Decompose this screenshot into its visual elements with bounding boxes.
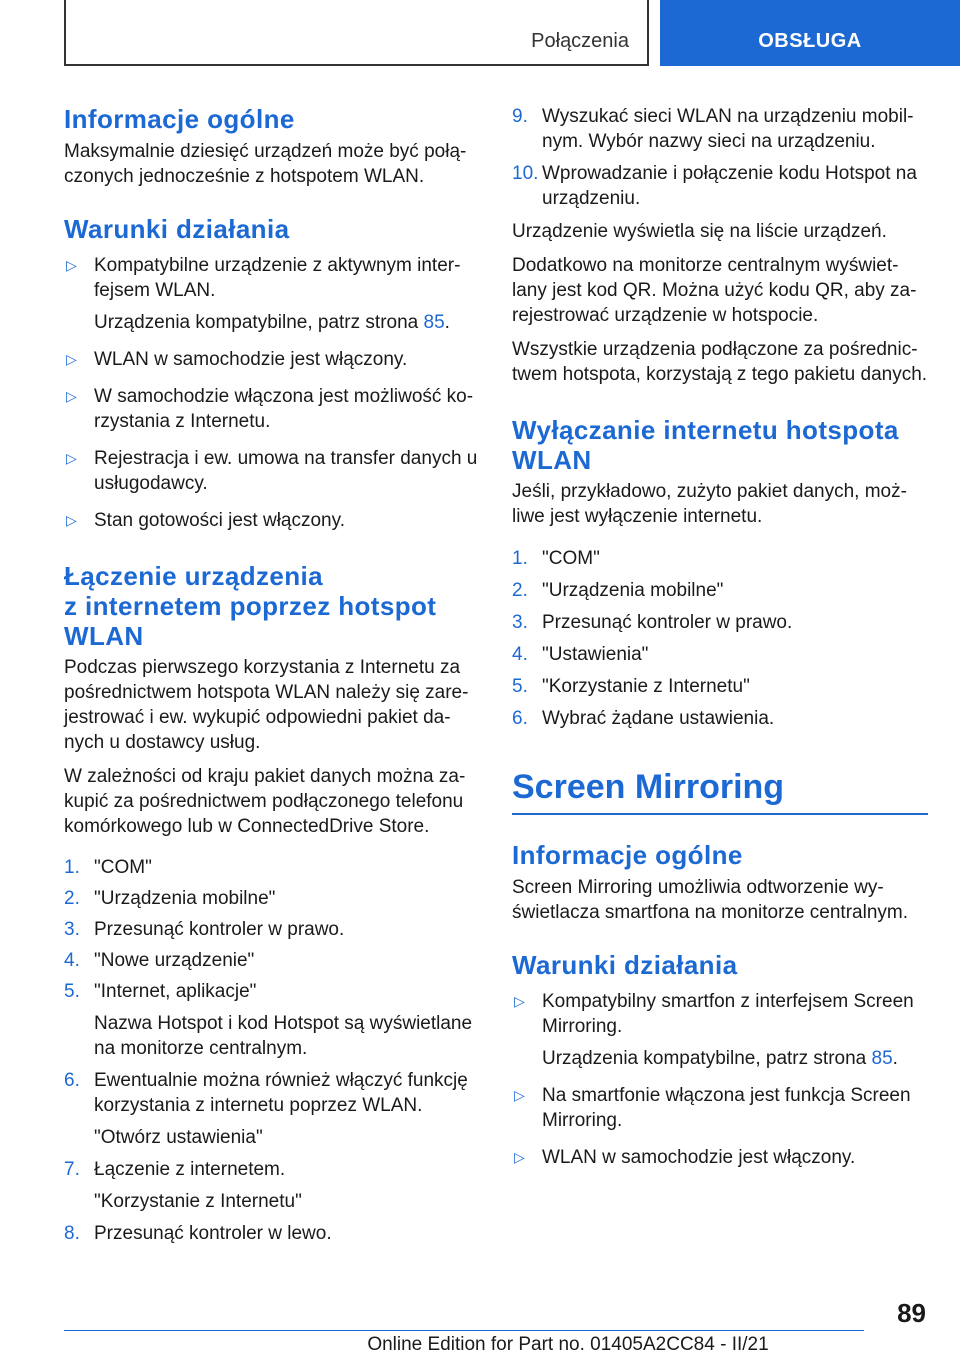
- list-item: ▷ W samochodzie włączona jest możliwość ko- rzystania z Internetu.: [66, 386, 474, 432]
- step-item: 9. Wyszukać sieci WLAN na urządzeniu mobil- nym. Wybór nazwy sieci na urządzeniu.: [512, 106, 914, 152]
- triangle-bullet-icon: ▷: [66, 351, 77, 367]
- step-item: 6. Wybrać żądane ustawienia.: [512, 708, 775, 729]
- list-item-note: Urządzenia kompatybilne, patrz strona 85.: [94, 312, 450, 333]
- triangle-bullet-icon: ▷: [66, 512, 77, 528]
- list-item: ▷ Stan gotowości jest włączony.: [66, 510, 345, 531]
- triangle-bullet-icon: ▷: [66, 450, 77, 466]
- triangle-bullet-icon: ▷: [514, 1149, 525, 1165]
- step-note: Nazwa Hotspot i kod Hotspot są wyświetlane na monitorze centralnym.: [94, 1013, 473, 1059]
- device-list-text: Urządzenie wyświetla się na liście urządzeń.: [512, 221, 887, 242]
- list-item: ▷ Kompatybilny smartfon z interfejsem Screen Mirroring.: [514, 991, 914, 1037]
- step-item: 8. Przesunąć kontroler w lewo.: [64, 1223, 332, 1244]
- step-item: 1. "COM": [512, 548, 600, 569]
- heading-mirroring-conditions: Warunki działania: [512, 950, 738, 980]
- page-link-85[interactable]: 85: [423, 312, 445, 333]
- step-note: "Korzystanie z Internetu": [94, 1191, 302, 1212]
- data-package-text: Wszystkie urządzenia podłączone za pośrednic- twem hotspota, korzystają z tego pakietu danych.: [512, 339, 928, 385]
- triangle-bullet-icon: ▷: [514, 993, 525, 1009]
- right-column: [512, 104, 928, 1170]
- step-item: 4. "Nowe urządzenie": [64, 950, 255, 971]
- heading-general-info: Informacje ogólne: [64, 104, 295, 134]
- list-item: ▷ WLAN w samochodzie jest włączony.: [66, 349, 408, 370]
- connect-hotspot-text-2: W zależności od kraju pakiet danych można za- kupić za pośrednictwem podłączonego telefonu komórkowego lub w ConnectedDrive Store.: [64, 766, 466, 837]
- step-item: 3. Przesunąć kontroler w prawo.: [512, 612, 793, 633]
- list-item-note: Urządzenia kompatybilne, patrz strona 85.: [542, 1048, 898, 1069]
- heading-mirroring-info: Informacje ogólne: [512, 840, 743, 870]
- page-number: 89: [897, 1298, 926, 1328]
- step-item: 3. Przesunąć kontroler w prawo.: [64, 919, 345, 940]
- heading-connect-hotspot: Łączenie urządzenia z internetem poprzez hotspot WLAN: [64, 561, 437, 651]
- mirroring-info-text: Screen Mirroring umożliwia odtworzenie wy- świetlacza smartfona na monitorze centralnym.: [512, 877, 908, 923]
- triangle-bullet-icon: ▷: [66, 388, 77, 404]
- triangle-bullet-icon: ▷: [514, 1087, 525, 1103]
- step-item: 2. "Urządzenia mobilne": [64, 888, 276, 909]
- step-item: 10. Wprowadzanie i połączenie kodu Hotspot na urządzeniu.: [512, 163, 917, 209]
- header-chapter-tab[interactable]: [660, 0, 960, 66]
- step-note: "Otwórz ustawienia": [94, 1127, 263, 1148]
- chapter-title: Screen Mirroring: [512, 767, 928, 815]
- disable-hotspot-text: Jeśli, przykładowo, zużyto pakiet danych, moż- liwe jest wyłączenie internetu.: [512, 481, 907, 527]
- heading-conditions: Warunki działania: [64, 214, 290, 244]
- step-item: 5. "Internet, aplikacje": [64, 981, 257, 1002]
- footer-edition: Online Edition for Part no. 01405A2CC84 - II/21: [367, 1334, 769, 1355]
- header-chapter-label: OBSŁUGA: [758, 30, 862, 52]
- step-item: 4. "Ustawienia": [512, 644, 649, 665]
- list-item: ▷ WLAN w samochodzie jest włączony.: [514, 1147, 856, 1168]
- connect-hotspot-text-1: Podczas pierwszego korzystania z Internetu za pośrednictwem hotspota WLAN należy się zare- jestrować i ew. wykupić odpowiedni pakiet da- nych u dostawcy usług.: [64, 657, 469, 753]
- footer-divider: [64, 1330, 864, 1331]
- step-item: 6. Ewentualnie można również włączyć funkcję korzystania z internetu poprzez WLAN.: [64, 1070, 468, 1116]
- header-section-box: [64, 0, 649, 66]
- general-info-text: Maksymalnie dziesięć urządzeń może być połą- czonych jednocześnie z hotspotem WLAN.: [64, 141, 467, 187]
- header-section-title: Połączenia: [531, 30, 629, 52]
- step-item: 7. Łączenie z internetem.: [64, 1159, 286, 1180]
- step-item: 5. "Korzystanie z Internetu": [512, 676, 750, 697]
- left-column: [64, 104, 480, 1246]
- list-item: ▷ Kompatybilne urządzenie z aktywnym inter- fejsem WLAN.: [66, 255, 461, 301]
- page-link-85[interactable]: 85: [871, 1048, 893, 1069]
- heading-disable-hotspot: Wyłączanie internetu hotspota WLAN: [512, 415, 899, 475]
- qr-code-text: Dodatkowo na monitorze centralnym wyświet- lany jest kod QR. Można użyć kodu QR, aby za- rejestrować urządzenie w hotspocie.: [512, 255, 917, 326]
- triangle-bullet-icon: ▷: [66, 257, 77, 273]
- list-item: ▷ Na smartfonie włączona jest funkcja Screen Mirroring.: [514, 1085, 911, 1131]
- list-item: ▷ Rejestracja i ew. umowa na transfer danych u usługodawcy.: [66, 448, 478, 494]
- step-item: 1. "COM": [64, 857, 152, 878]
- step-item: 2. "Urządzenia mobilne": [512, 580, 724, 601]
